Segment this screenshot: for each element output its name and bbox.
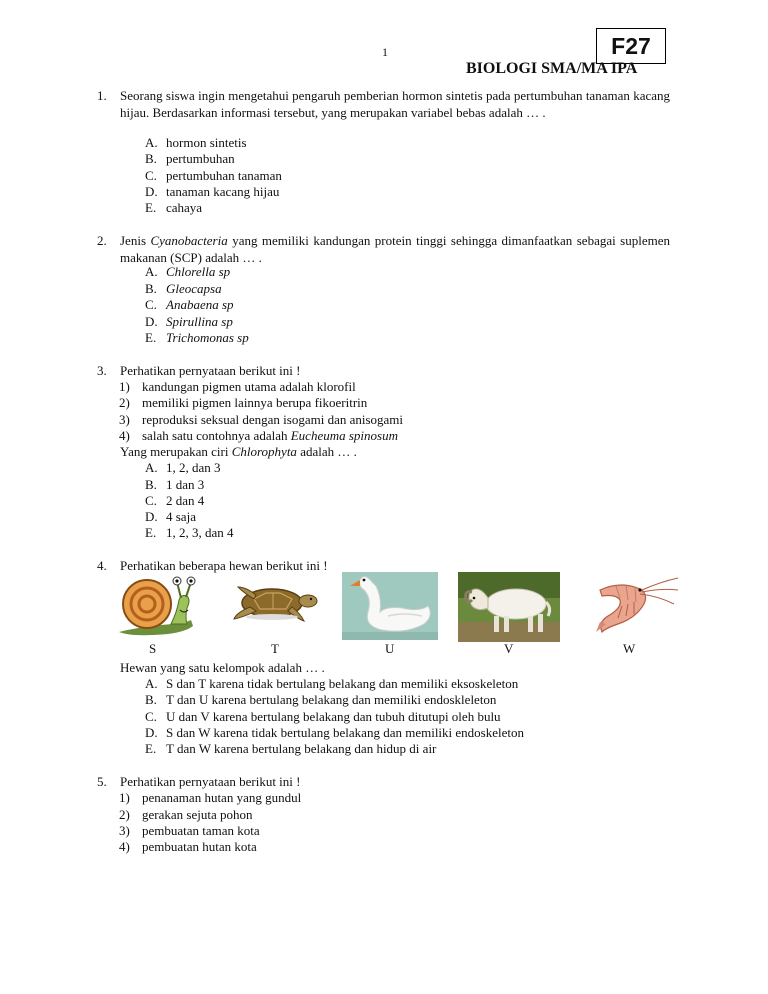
subject-title: BIOLOGI SMA/MA IPA <box>466 60 638 77</box>
q3-option-b[interactable] <box>145 476 204 493</box>
option-text: cahaya <box>166 200 203 215</box>
option-text: 4 saja <box>166 509 196 524</box>
snail-picture <box>113 574 199 638</box>
q4-option-a[interactable] <box>145 675 518 692</box>
q1-option-d[interactable] <box>145 183 279 200</box>
option-letter: C. <box>145 493 157 508</box>
q2-number: 2. <box>97 233 107 248</box>
option-letter: E. <box>145 525 157 540</box>
q4-option-e[interactable] <box>145 740 436 757</box>
animal-label-v: V <box>504 641 514 656</box>
q4-question: Hewan yang satu kelompok adalah … . <box>120 660 325 675</box>
q2-text: Jenis Cyanobacteria yang memiliki kandungan protein tinggi sehingga dimanfaatkan sebagai suplemen makanan (SCP) adalah … . <box>120 233 671 265</box>
option-letter: B. <box>145 692 157 707</box>
q3-option-a[interactable] <box>145 459 221 476</box>
animal-label-t: T <box>271 641 279 656</box>
option-text: U dan V karena bertulang belakang dan tubuh ditutupi oleh bulu <box>166 709 501 724</box>
option-letter: D. <box>145 184 158 199</box>
q2-option-c[interactable] <box>145 296 234 313</box>
option-text: tanaman kacang hijau <box>166 184 280 199</box>
turtle-picture <box>226 577 320 627</box>
q5-statement-4: 4) pembuatan hutan kota <box>119 839 257 854</box>
option-text: Anabaena sp <box>166 297 234 312</box>
option-letter: E. <box>145 330 157 345</box>
q4-option-b[interactable] <box>145 691 496 708</box>
option-letter: D. <box>145 509 158 524</box>
q4-intro: Perhatikan beberapa hewan berikut ini ! <box>120 558 328 573</box>
q5-statement-1: 1) penanaman hutan yang gundul <box>119 790 302 805</box>
q3-statement-1: 1) kandungan pigmen utama adalah klorofil <box>119 379 356 394</box>
option-text: S dan T karena tidak bertulang belakang dan memiliki eksoskeleton <box>166 676 519 691</box>
option-text: T dan U karena bertulang belakang dan memiliki endoskleleton <box>166 692 497 707</box>
option-text: S dan W karena tidak bertulang belakang dan memiliki endoskeleton <box>166 725 525 740</box>
option-text: pertumbuhan <box>166 151 235 166</box>
exam-code-box: F27 <box>596 28 666 64</box>
q5-statement-2: 2) gerakan sejuta pohon <box>119 807 253 822</box>
option-letter: A. <box>145 264 158 279</box>
q2-italic-term: Cyanobacteria <box>150 233 228 248</box>
q5-number: 5. <box>97 774 107 789</box>
q1-option-c[interactable] <box>145 167 282 184</box>
animal-label-u: U <box>385 641 395 656</box>
q2-option-a[interactable] <box>145 263 230 280</box>
q3-option-e[interactable] <box>145 524 234 541</box>
option-letter: B. <box>145 477 157 492</box>
q1-number: 1. <box>97 88 107 103</box>
option-letter: A. <box>145 460 158 475</box>
option-letter: B. <box>145 281 157 296</box>
option-letter: D. <box>145 314 158 329</box>
option-letter: E. <box>145 741 157 756</box>
option-letter: A. <box>145 135 158 150</box>
option-text: T dan W karena bertulang belakang dan hidup di air <box>166 741 437 756</box>
q4-option-c[interactable] <box>145 708 501 725</box>
option-letter: D. <box>145 725 158 740</box>
q3-number: 3. <box>97 363 107 378</box>
option-text: Chlorella sp <box>166 264 231 279</box>
q4-option-d[interactable] <box>145 724 524 741</box>
q3-intro: Perhatikan pernyataan berikut ini ! <box>120 363 301 378</box>
q1-option-b[interactable] <box>145 150 235 167</box>
q5-intro: Perhatikan pernyataan berikut ini ! <box>120 774 301 789</box>
option-text: 1 dan 3 <box>166 477 205 492</box>
option-text: 1, 2, dan 3 <box>166 460 221 475</box>
page-number: 1 <box>382 45 388 59</box>
option-text: Spirullina sp <box>166 314 233 329</box>
option-letter: B. <box>145 151 157 166</box>
option-letter: C. <box>145 168 157 183</box>
q3-option-c[interactable] <box>145 492 204 509</box>
q3-statement-2: 2) memiliki pigmen lainnya berupa fikoeritrin <box>119 395 368 410</box>
q2-option-d[interactable] <box>145 313 233 330</box>
option-text: pertumbuhan tanaman <box>166 168 282 183</box>
option-letter: E. <box>145 200 157 215</box>
option-letter: C. <box>145 297 157 312</box>
q1-option-e[interactable] <box>145 199 202 216</box>
shrimp-picture <box>578 572 681 638</box>
sheep-picture <box>458 572 560 642</box>
animal-label-s: S <box>149 641 157 656</box>
q2-option-e[interactable] <box>145 329 249 346</box>
q5-statement-3: 3) pembuatan taman kota <box>119 823 260 838</box>
swan-picture <box>342 572 438 640</box>
q3-statement-3: 3) reproduksi seksual dengan isogami dan anisogami <box>119 412 404 427</box>
option-letter: C. <box>145 709 157 724</box>
option-text: 1, 2, 3, dan 4 <box>166 525 234 540</box>
q3-question: Yang merupakan ciri Chlorophyta adalah … . <box>120 444 357 459</box>
q4-number: 4. <box>97 558 107 573</box>
q3-option-d[interactable] <box>145 508 196 525</box>
option-text: 2 dan 4 <box>166 493 205 508</box>
option-text: Trichomonas sp <box>166 330 249 345</box>
animal-label-w: W <box>623 641 636 656</box>
option-text: Gleocapsa <box>166 281 222 296</box>
q3-statement-4: 4) salah satu contohnya adalah Eucheuma spinosum <box>119 428 398 443</box>
option-text: hormon sintetis <box>166 135 247 150</box>
q1-text: Seorang siswa ingin mengetahui pengaruh pemberian hormon sintetis pada pertumbuhan tanaman kacang hijau. Berdasarkan informasi tersebut, yang merupakan variabel bebas adalah … . <box>120 88 670 120</box>
q2-option-b[interactable] <box>145 280 222 297</box>
option-letter: A. <box>145 676 158 691</box>
q1-option-a[interactable] <box>145 134 247 151</box>
